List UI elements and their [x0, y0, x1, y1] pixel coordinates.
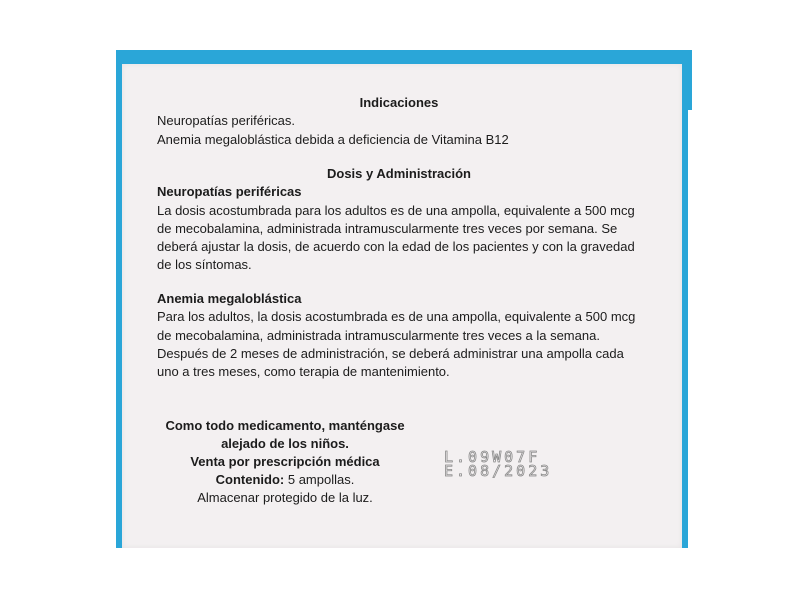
neuro-subheading: Neuropatías periféricas [157, 184, 302, 199]
anemia-line-3: Después de 2 meses de administración, se deberá administrar una ampolla cada [157, 346, 624, 361]
anemia-subheading: Anemia megaloblástica [157, 291, 302, 306]
storage-text: Almacenar protegido de la luz. [197, 490, 373, 505]
content-label: Contenido: [215, 472, 285, 487]
anemia-line-2: de mecobalamina, administrada intramuscularmente tres veces a la semana. [157, 328, 600, 343]
neuro-line-3: deberá ajustar la dosis, de acuerdo con la edad de los pacientes y con la gravedad [157, 239, 635, 254]
content-value: 5 ampollas. [284, 472, 355, 487]
indicaciones-heading: Indicaciones [359, 95, 439, 110]
content-line [216, 471, 355, 489]
warning-line-1: Como todo medicamento, manténgase [165, 418, 405, 433]
prescription-text: Venta por prescripción médica [190, 454, 380, 469]
neuro-line-2: de mecobalamina, administrada intramuscularmente tres veces por semana. Se [157, 221, 618, 236]
dosis-heading: Dosis y Administración [327, 166, 471, 181]
neuro-line-1: La dosis acostumbrada para los adultos es de una ampolla, equivalente a 500 mcg [157, 203, 635, 218]
indicaciones-line-1: Neuropatías periféricas. [157, 113, 296, 128]
expiry-date-stamp: E.08/2023 [444, 462, 553, 480]
indicaciones-line-2: Anemia megaloblástica debida a deficiencia de Vitamina B12 [157, 132, 509, 147]
warning-line-2: alejado de los niños. [221, 436, 349, 451]
lot-number-stamp: L.09W07F [444, 448, 541, 466]
anemia-line-1: Para los adultos, la dosis acostumbrada es de una ampolla, equivalente a 500 mcg [157, 309, 636, 324]
neuro-line-4: de los síntomas. [157, 257, 252, 272]
anemia-line-4: uno a tres meses, como terapia de mantenimiento. [157, 364, 450, 379]
